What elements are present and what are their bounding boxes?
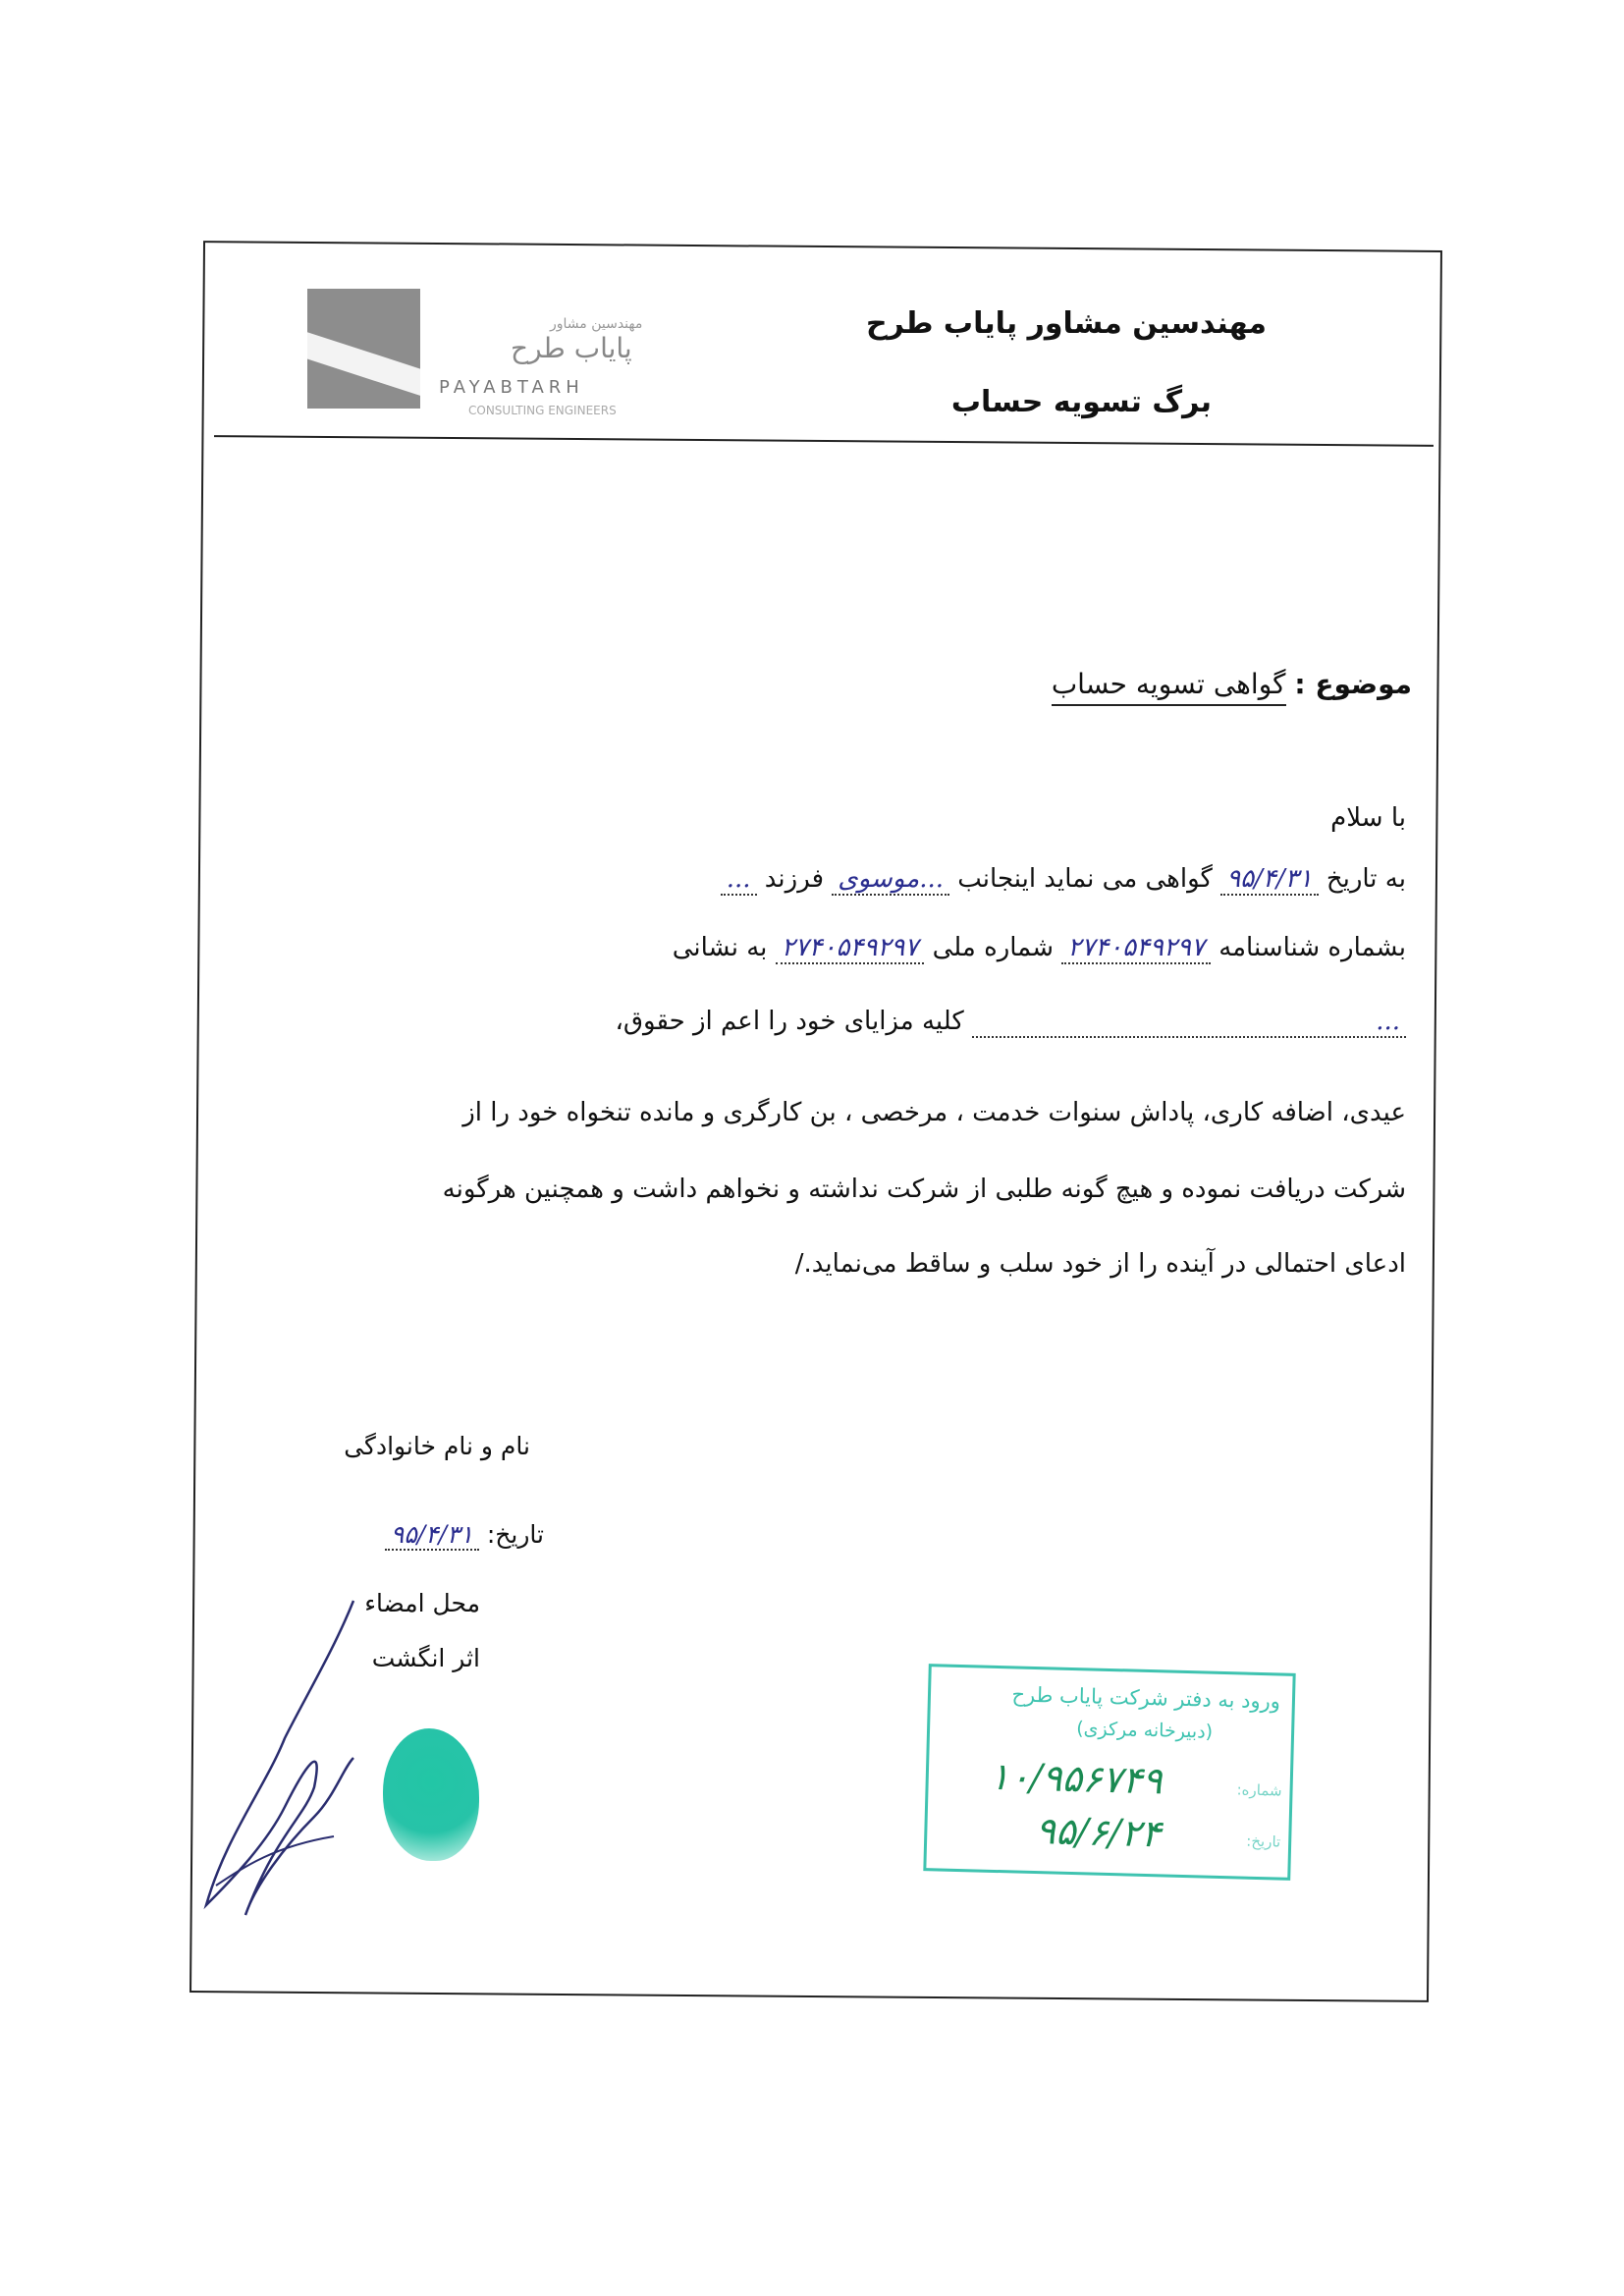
date-label: تاریخ: <box>486 1520 544 1549</box>
fingerprint-label: اثر انگشت <box>371 1644 480 1672</box>
stamp-title: ورود به دفتر شرکت پایاب طرح <box>1011 1682 1281 1714</box>
handwritten-signature <box>187 1591 383 1944</box>
stamp-subtitle: (دبیرخانه مرکزی) <box>1075 1718 1214 1743</box>
body-line-3 <box>615 1007 1406 1038</box>
text: به نشانی <box>672 933 768 962</box>
stamp-number-value: ۱۰/۹۵۶۷۴۹ <box>989 1754 1164 1803</box>
handwritten-date: ۹۵/۴/۳۱ <box>1220 864 1318 896</box>
body-line-4: عیدی، اضافه کاری، پاداش سنوات خدمت ، مرخصی ، بن کارگری و مانده تنخواه خود را از <box>462 1098 1406 1127</box>
handwritten-date: ۹۵/۴/۳۱ <box>385 1520 479 1551</box>
text: به تاریخ <box>1326 864 1406 894</box>
handwritten-id-number: ۲۷۴۰۵۴۹۲۹۷ <box>1061 933 1211 964</box>
stamp-date-label: تاریخ: <box>1246 1831 1281 1851</box>
body-line-6: ادعای احتمالی در آینده را از خود سلب و ساقط می‌نماید./ <box>794 1249 1406 1279</box>
subject <box>1052 668 1412 700</box>
handwritten-name: ...موسوی <box>832 864 949 896</box>
logo-fa-small: مهندسین مشاور <box>550 316 643 332</box>
text: فرزند <box>764 864 824 894</box>
body-line-2 <box>673 933 1406 962</box>
body-line-1 <box>721 864 1406 894</box>
fingerprint <box>383 1728 479 1861</box>
text: کلیه مزایای خود را اعم از حقوق، <box>615 1007 964 1036</box>
name-label: نام و نام خانوادگی <box>344 1432 530 1460</box>
stamp-date-value: ۹۵/۶/۲۴ <box>1035 1809 1162 1856</box>
form-title: برگ تسویه حساب <box>950 385 1212 419</box>
text: گواهی می نماید اینجانب <box>957 864 1213 894</box>
text: بشماره شناسنامه <box>1218 933 1406 962</box>
handwritten-father-name: ... <box>721 864 757 896</box>
subject-label: موضوع : <box>1294 668 1412 700</box>
receipt-stamp <box>923 1664 1295 1881</box>
stamp-number-label: شماره: <box>1236 1780 1282 1800</box>
handwritten-national-id: ۲۷۴۰۵۴۹۲۹۷ <box>776 933 925 964</box>
subject-value: گواهی تسویه حساب <box>1052 668 1286 706</box>
date-field <box>385 1520 544 1549</box>
logo-en-name: PAYABTARH <box>439 377 584 398</box>
greeting: با سلام <box>1330 803 1406 833</box>
company-name: مهندسین مشاور پایاب طرح <box>865 306 1267 341</box>
body-line-5: شرکت دریافت نموده و هیچ گونه طلبی از شرکت نداشته و نخواهم داشت و همچنین هرگونه <box>442 1175 1406 1204</box>
signature-place-label: محل امضاء <box>364 1589 480 1617</box>
logo-en-sub: CONSULTING ENGINEERS <box>468 404 617 417</box>
company-logo-mark <box>307 289 420 409</box>
text: شماره ملی <box>932 933 1054 962</box>
handwritten-address: ... <box>972 1007 1406 1038</box>
logo-fa-name: پایاب طرح <box>511 332 632 364</box>
